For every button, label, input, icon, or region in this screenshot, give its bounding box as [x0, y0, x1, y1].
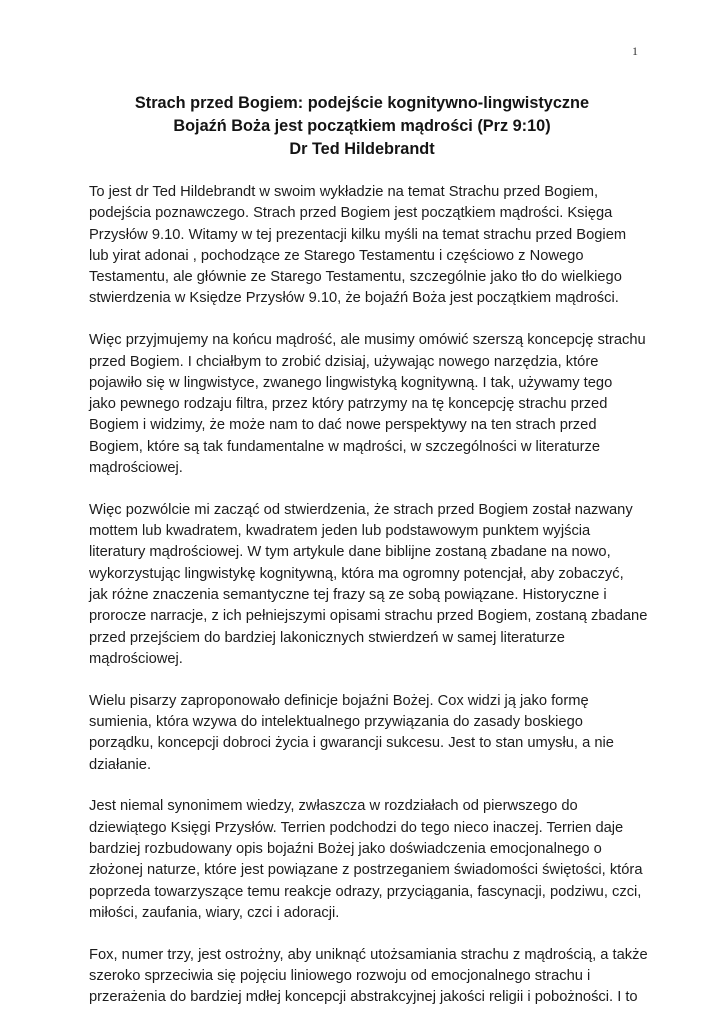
text-line: Więc pozwólcie mi zacząć od stwierdzenia, że strach przed Bogiem został nazwany — [89, 501, 633, 518]
text-line: poprzeda towarzyszące temu reakcje odrazy, przyciągania, fascynacji, podziwu, czci, — [89, 883, 642, 900]
paragraph-1 — [89, 182, 649, 310]
text-line: bardziej rozbudowany opis bojaźni Bożej jako doświadczenia emocjonalnego o — [89, 841, 602, 858]
text-line: działanie. — [89, 756, 152, 773]
paragraph-6 — [89, 945, 649, 1009]
text-line: stwierdzenia w Księdze Przysłów 9.10, że bojaźń Boża jest początkiem mądrości. — [89, 290, 619, 307]
text-line: prorocze narracje, z ich pełniejszymi opisami strachu przed Bogiem, zostaną zbadane — [89, 608, 648, 625]
text-line: Wielu pisarzy zaproponowało definicje bojaźni Bożej. Cox widzi ją jako formę — [89, 692, 589, 709]
text-line: szeroko sprzeciwia się pojęciu liniowego rozwoju od emocjonalnego strachu i — [89, 968, 591, 984]
text-line: podejścia poznawczego. Strach przed Bogiem jest początkiem mądrości. Księga — [89, 205, 613, 222]
text-line: Więc przyjmujemy na końcu mądrość, ale musimy omówić szerszą koncepcję strachu — [89, 332, 646, 349]
text-line: pojawiło się w lingwistyce, zwanego lingwistyką kognitywną. I tak, używamy tego — [89, 374, 613, 391]
text-line: porządku, koncepcji dobroci życia i gwarancji sukcesu. Jest to stan umysłu, a nie — [89, 735, 614, 752]
text-line: Bogiem i widzimy, że może nam to dać nowe perspektywy na ten strach przed — [89, 417, 597, 434]
title-block — [0, 92, 724, 161]
text-line: Bogiem, które są tak fundamentalne w mądrości, w szczególności w literaturze — [89, 438, 601, 455]
text-line: przed Bogiem. I chciałbym to zrobić dzisiaj, używając nowego narzędzia, które — [89, 353, 599, 370]
text-line: jako pewnego rodzaju filtra, przez który patrzymy na tę koncepcję strachu przed — [89, 396, 608, 413]
text-line: literatury mądrościowej. W tym artykule dane biblijne zostaną zbadane na nowo, — [89, 544, 611, 561]
text-line: wykorzystując lingwistykę kognitywną, która ma ogromny potencjał, aby zobaczyć, — [89, 565, 624, 582]
title-line-1: Strach przed Bogiem: podejście kognitywno-lingwistyczne — [134, 94, 590, 112]
text-line: Jest niemal synonimem wiedzy, zwłaszcza w rozdziałach od pierwszego do — [89, 798, 578, 815]
paragraph-3 — [89, 500, 649, 670]
text-line: Testamentu, ale głównie ze Starego Testamentu, szczególnie jako tło do wielkiego — [89, 269, 622, 286]
text-line: przed przejściem do bardziej lakonicznych stwierdzeń w samej literaturze — [89, 629, 565, 646]
title-line-2: Bojaźń Boża jest początkiem mądrości (Prz 9:10) — [173, 117, 551, 135]
page-number: 1 — [632, 44, 638, 58]
text-line: dziewiątego Księgi Przysłów. Terrien podchodzi do tego nieco inaczej. Terrien daje — [89, 819, 624, 836]
paragraph-5 — [89, 796, 649, 924]
text-line: sumienia, która wzywa do intelektualnego przywiązania do zasady boskiego — [89, 714, 583, 731]
text-line: mądrościowej. — [89, 650, 183, 667]
text-line: jak różne znaczenia semantyczne tej frazy są ze sobą powiązane. Historyczne i — [89, 587, 607, 604]
text-line: przerażenia do bardziej mdłej koncepcji abstrakcyjnej jakości religii i pobożności. I to — [89, 989, 638, 1006]
text-line: lub yirat adonai , pochodzące ze Starego Testamentu i częściowo z Nowego — [89, 247, 584, 264]
body-text — [89, 182, 649, 1029]
text-line: złożonej naturze, które jest powiązane z postrzeganiem świadomości świętości, która — [89, 862, 643, 879]
text-line: mądrościowej. — [89, 460, 183, 477]
text-line: To jest dr Ted Hildebrandt w swoim wykładzie na temat Strachu przed Bogiem, — [89, 184, 599, 200]
text-line: miłości, zaufania, wiary, czci i adoracji. — [89, 904, 340, 921]
text-line: mottem lub kwadratem, kwadratem jeden lub podstawowym punktem wyjścia — [89, 523, 591, 540]
paragraph-2 — [89, 330, 649, 479]
paragraph-4 — [89, 691, 649, 776]
text-line: Przysłów 9.10. Witamy w tej prezentacji kilku myśli na temat strachu przed Bogiem — [89, 226, 627, 243]
text-line: Fox, numer trzy, jest ostrożny, aby uniknąć utożsamiania strachu z mądrością, a także — [89, 946, 648, 963]
author-line: Dr Ted Hildebrandt — [289, 140, 435, 158]
